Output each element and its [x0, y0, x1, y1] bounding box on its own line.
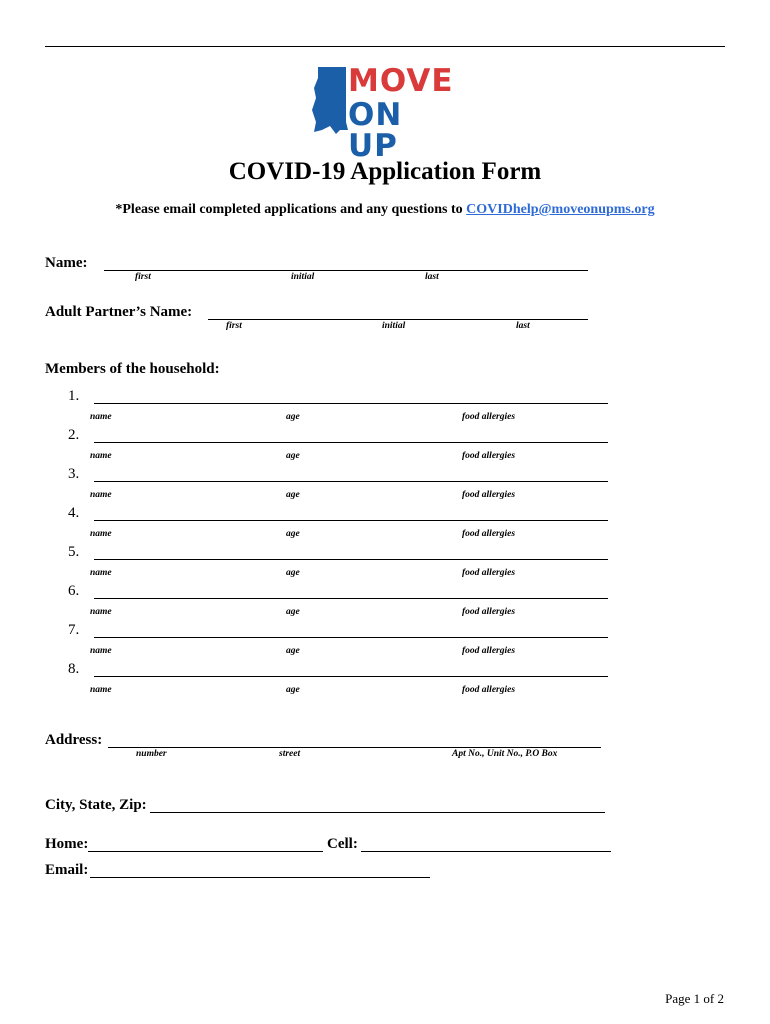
member-line[interactable]: [94, 481, 608, 482]
member-sub-name: name: [90, 490, 112, 500]
member-line[interactable]: [94, 403, 608, 404]
name-label: Name:: [45, 255, 88, 271]
member-number: 6.: [68, 583, 80, 599]
partner-sub-first: first: [226, 321, 242, 331]
member-sub-age: age: [286, 685, 300, 695]
member-sub-allergies: food allergies: [462, 451, 516, 461]
instructions: [0, 202, 770, 218]
member-sub-allergies: food allergies: [462, 412, 516, 422]
member-number: 5.: [68, 544, 80, 560]
member-number: 3.: [68, 466, 80, 482]
member-sub-age: age: [286, 412, 300, 422]
top-divider: [45, 46, 725, 47]
member-sub-age: age: [286, 490, 300, 500]
member-line[interactable]: [94, 676, 608, 677]
partner-sub-initial: initial: [382, 321, 406, 331]
email-line[interactable]: [90, 877, 430, 878]
help-email-link[interactable]: COVIDhelp@moveonupms.org: [466, 202, 655, 217]
member-number: 2.: [68, 427, 80, 443]
address-sub-street: street: [279, 749, 301, 759]
address-label: Address:: [45, 732, 103, 748]
member-sub-name: name: [90, 529, 112, 539]
name-sub-first: first: [135, 272, 151, 282]
city-label: City, State, Zip:: [45, 797, 147, 813]
member-sub-age: age: [286, 646, 300, 656]
address-line[interactable]: [108, 747, 601, 748]
name-line[interactable]: [104, 270, 588, 271]
name-sub-last: last: [425, 272, 439, 282]
logo-line-1: MOVE: [348, 63, 454, 99]
email-label: Email:: [45, 862, 89, 878]
household-heading: Members of the household:: [45, 361, 220, 377]
member-line[interactable]: [94, 442, 608, 443]
member-line[interactable]: [94, 559, 608, 560]
member-sub-name: name: [90, 451, 112, 461]
logo-line-2: ON UP: [348, 97, 403, 164]
member-sub-name: name: [90, 568, 112, 578]
member-sub-allergies: food allergies: [462, 490, 516, 500]
member-sub-name: name: [90, 607, 112, 617]
instructions-text: *Please email completed applications and any questions to: [115, 202, 467, 217]
member-sub-age: age: [286, 568, 300, 578]
member-line[interactable]: [94, 520, 608, 521]
cell-label: Cell:: [327, 836, 358, 852]
address-sub-number: number: [136, 749, 167, 759]
member-sub-allergies: food allergies: [462, 568, 516, 578]
member-sub-allergies: food allergies: [462, 607, 516, 617]
mississippi-state-icon: [310, 64, 350, 136]
partner-line[interactable]: [208, 319, 588, 320]
name-sub-initial: initial: [291, 272, 315, 282]
member-sub-name: name: [90, 646, 112, 656]
member-sub-age: age: [286, 529, 300, 539]
partner-sub-last: last: [516, 321, 530, 331]
member-number: 4.: [68, 505, 80, 521]
member-number: 8.: [68, 661, 80, 677]
cell-line[interactable]: [361, 851, 611, 852]
move-on-up-logo: [310, 63, 460, 164]
member-sub-allergies: food allergies: [462, 646, 516, 656]
member-sub-name: name: [90, 685, 112, 695]
partner-label: Adult Partner’s Name:: [45, 304, 193, 320]
city-line[interactable]: [150, 812, 605, 813]
page-title: COVID-19 Application Form: [228, 158, 542, 185]
member-sub-age: age: [286, 607, 300, 617]
member-sub-allergies: food allergies: [462, 529, 516, 539]
member-number: 1.: [68, 388, 80, 404]
home-label: Home:: [45, 836, 89, 852]
page-number: Page 1 of 2: [665, 991, 724, 1006]
member-sub-name: name: [90, 412, 112, 422]
member-line[interactable]: [94, 598, 608, 599]
member-sub-allergies: food allergies: [462, 685, 516, 695]
member-line[interactable]: [94, 637, 608, 638]
home-line[interactable]: [88, 851, 323, 852]
member-sub-age: age: [286, 451, 300, 461]
address-sub-apt: Apt No., Unit No., P.O Box: [452, 749, 558, 759]
member-number: 7.: [68, 622, 80, 638]
